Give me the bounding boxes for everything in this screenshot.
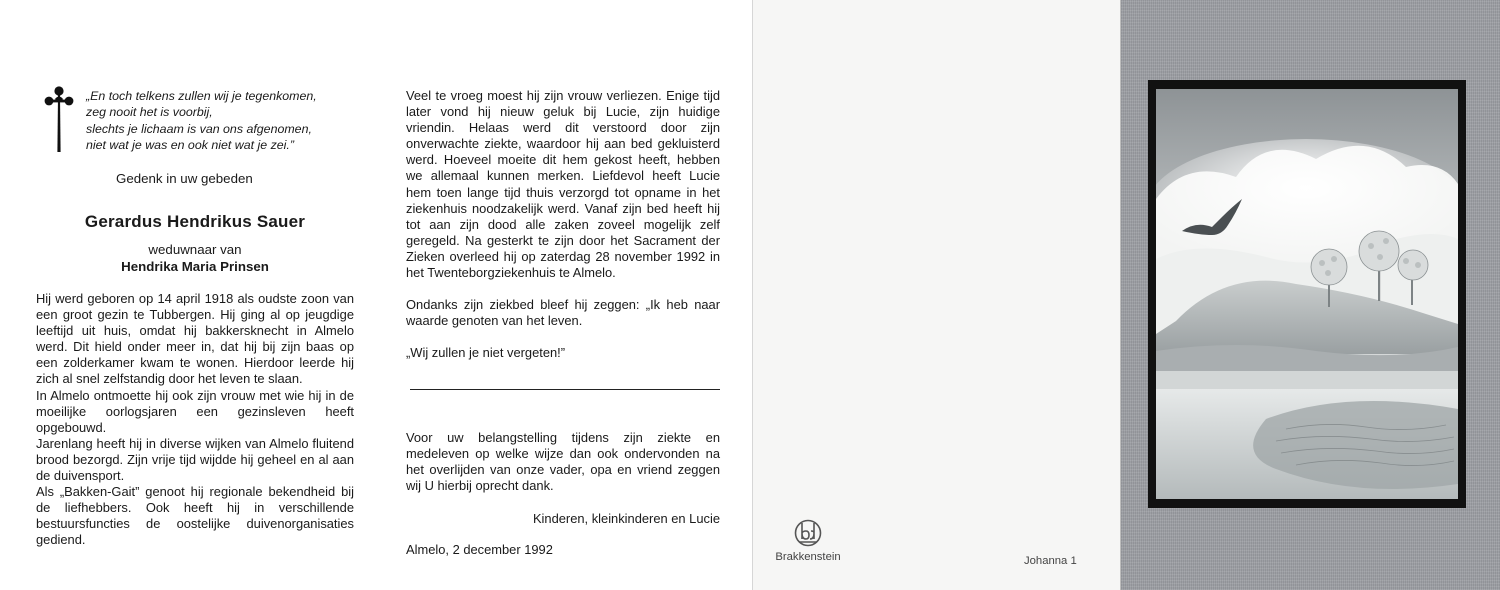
verse-line: slechts je lichaam is van ons afgenomen, (86, 121, 312, 136)
biography-paragraph: „Wij zullen je niet vergeten!” (406, 345, 566, 361)
biography-paragraph: Ondanks zijn ziekbed bleef hij zeggen: „Ik heb naar waarde genoten van het leven. (406, 297, 720, 329)
biography-paragraph: Jarenlang heeft hij in diverse wijken van Almelo fluitend brood bezorgd. Zijn vrije tijd wijdde hij geheel en al aan de duivensport. (36, 435, 354, 484)
verse-line: zeg nooit het is voorbij, (86, 105, 213, 120)
divider-line (410, 389, 720, 390)
fold-line (752, 0, 753, 590)
biography-column-left (36, 291, 354, 549)
cover-artwork (1156, 89, 1458, 499)
biography-paragraph: Als „Bakken-Gait” genoot hij regionale bekendheid bij de liefhebbers. Ook heeft hij in verschillende bestuursfuncties de oostelijke duivenorganisaties gediend. (36, 484, 354, 548)
verse-line: niet wat je was en ook niet wat je zei.” (86, 137, 294, 152)
remember-in-prayers: Gedenk in uw gebeden (116, 171, 253, 186)
card-code: Johanna 1 (1024, 555, 1077, 567)
spouse-name: Hendrika Maria Prinsen (121, 259, 269, 274)
cross-icon (44, 86, 74, 152)
verse-line: „En toch telkens zullen wij je tegenkomen, (86, 89, 317, 103)
memorial-verse (86, 88, 366, 153)
signature: Kinderen, kleinkinderen en Lucie (532, 511, 720, 526)
back-cover-panel (752, 0, 1120, 590)
biography-column-right (406, 88, 720, 361)
publisher-name: Brakkenstein (775, 551, 841, 563)
biography-paragraph: Hij werd geboren op 14 april 1918 als oudste zoon van een groot gezin te Tubbergen. Hij ging al op jeugdige leeftijd uit huis, omdat hij bakkersknecht in Almelo werd. Dit hield onder meer in, dat hij bij zijn baas op een zolderkamer kwam te wonen. Hierdoor leerde hij zich al snel zelfstandig door het leven te slaan. (36, 291, 354, 387)
fold-line (1120, 0, 1121, 590)
widower-of-label: weduwnaar van (148, 242, 242, 257)
brakkenstein-logo-icon (794, 518, 822, 548)
biography-paragraph: In Almelo ontmoette hij ook zijn vrouw met wie hij in de moeilijke oorlogsjaren een gezinsleven heeft opgebouwd. (36, 387, 354, 435)
biography-paragraph: Veel te vroeg moest hij zijn vrouw verliezen. Enige tijd later vond hij nieuw geluk bij Lucie, zijn huidige vriendin. Helaas werd dit verstoord door zijn onverwachte ziekte, waardoor hij aan bed gekluisterd werd. Hoeveel moeite dit hem gekost heeft, hebben we allemaal kunnen merken. Liefdevol heeft Lucie hem toen lange tijd thuis verzorgd tot opname in het ziekenhuis noodzakelijk werd. Vanaf zijn bed heeft hij tot aan zijn dood alle zaken zoveel mogelijk zelf geregeld. Na gesterkt te zijn door het Sacrament der Zieken overleed hij op zaterdag 28 november 1992 in het Twenteborgziekenhuis te Almelo. (406, 88, 720, 281)
place-date: Almelo, 2 december 1992 (406, 542, 553, 557)
publisher-mark (768, 518, 848, 563)
deceased-name: Gerardus Hendrikus Sauer (84, 212, 306, 231)
thanks-note: Voor uw belangstelling tijdens zijn ziekte en medeleven op welke wijze dan ook ondervonden na het overlijden van onze vader, opa en vriend zeggen wij U hierbij oprecht dank. (406, 430, 720, 494)
